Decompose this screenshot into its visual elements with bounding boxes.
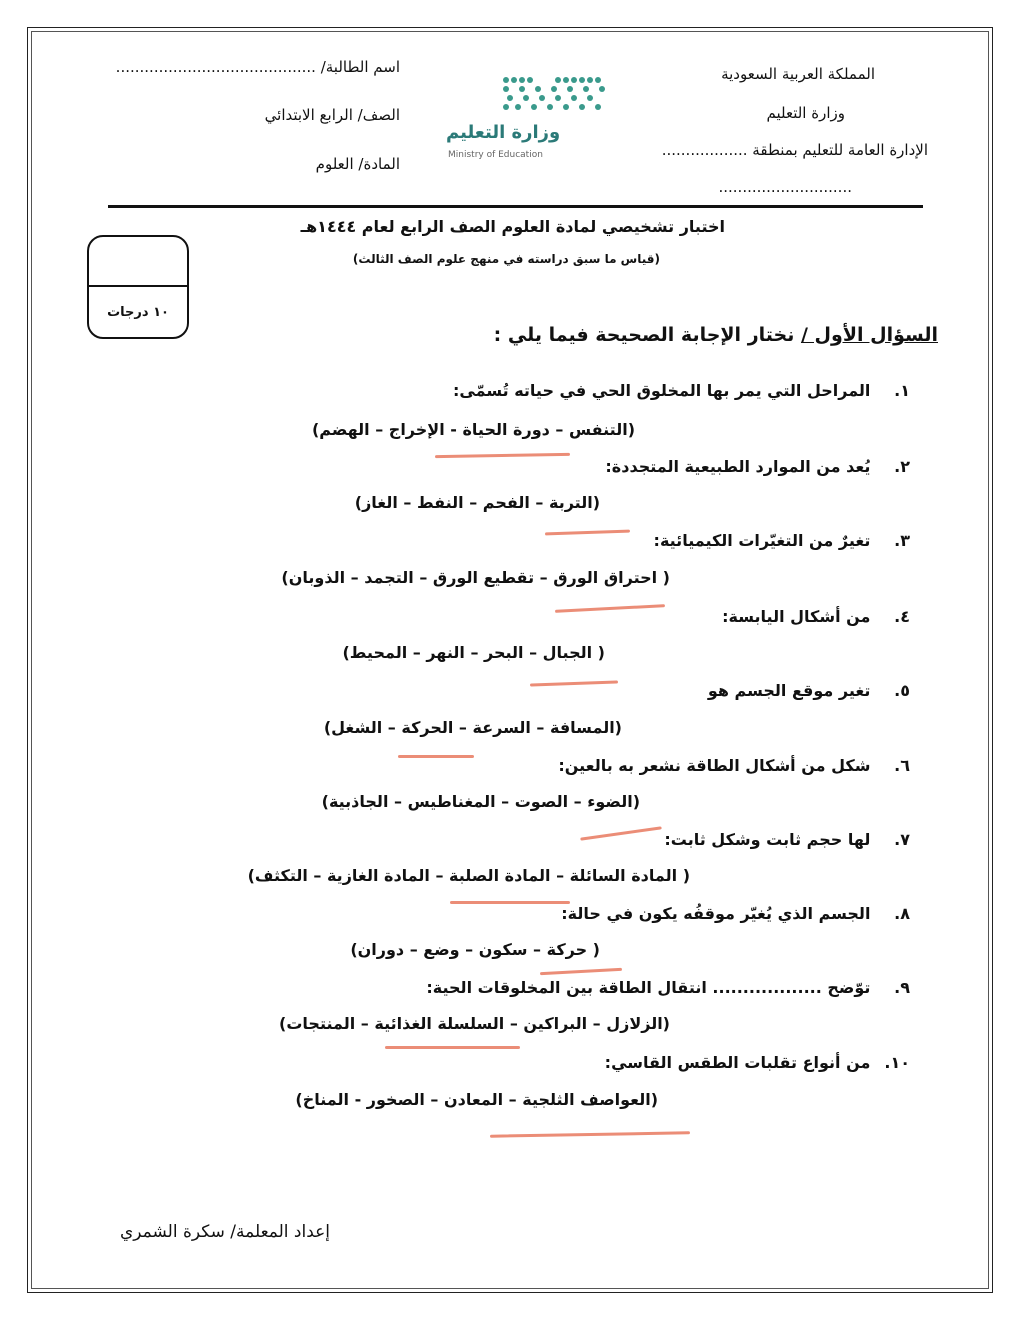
subject-field: المادة/ العلوم xyxy=(315,155,400,173)
question-1: ١. المراحل التي يمر بها المخلوق الحي في حياته تُسمّى: xyxy=(453,381,910,400)
question-7: ٧. لها حجم ثابت وشكل ثابت: xyxy=(664,830,910,849)
question-6-options: (الضوء – الصوت – المغناطيس – الجاذبية) xyxy=(321,792,640,811)
question-10: ١٠. من أنواع تقلبات الطقس القاسي: xyxy=(604,1053,910,1072)
score-box xyxy=(87,235,189,339)
header-kingdom: المملكة العربية السعودية xyxy=(721,65,875,83)
section-heading xyxy=(494,324,938,346)
section-heading-number: السؤال الأول / xyxy=(800,324,938,346)
grade-field: الصف/ الرابع الابتدائي xyxy=(264,106,400,124)
question-9-options: (الزلازل – البراكين – السلسلة الغذائية – المنتجات) xyxy=(279,1014,670,1033)
question-5-options: (المسافة – السرعة – الحركة – الشغل) xyxy=(323,718,622,737)
question-5: ٥. تغير موقع الجسم هو xyxy=(707,681,910,700)
student-name-field: اسم الطالبة/ .......................................... xyxy=(115,58,400,76)
question-4-options: ( الجبال – البحر – النهر – المحيط) xyxy=(342,643,605,662)
header-directorate: الإدارة العامة للتعليم بمنطقة .................. xyxy=(661,141,928,159)
logo-english-text: Ministry of Education xyxy=(448,150,543,160)
header-divider xyxy=(108,205,923,208)
logo-arabic-text: وزارة التعليم xyxy=(446,122,561,143)
question-8-options: ( حركة – سكون – وضع – دوران) xyxy=(350,940,600,959)
answer-mark-9 xyxy=(385,1046,520,1049)
question-3: ٣. تغيرٌ من التغيّرات الكيميائية: xyxy=(653,531,910,550)
question-7-options: ( المادة السائلة – المادة الصلبة – المادة الغازية – التكثف) xyxy=(247,866,690,885)
question-1-options: (التنفس – دورة الحياة - الإخراج – الهضم) xyxy=(311,420,635,439)
prepared-by: إعداد المعلمة/ سكرة الشمري xyxy=(119,1222,330,1242)
header-region-blank: ............................ xyxy=(718,178,852,196)
score-box-divider xyxy=(89,285,187,287)
exam-title: اختبار تشخيصي لمادة العلوم الصف الرابع لعام ١٤٤٤هـ xyxy=(300,217,725,236)
question-9: ٩. توّضح .................. انتقال الطاقة بين المخلوقات الحية: xyxy=(426,978,910,997)
ministry-logo xyxy=(440,74,610,166)
answer-mark-7 xyxy=(450,901,570,904)
question-4: ٤. من أشكال اليابسة: xyxy=(722,607,910,626)
question-2: ٢. يُعد من الموارد الطبيعية المتجددة: xyxy=(605,457,910,476)
section-heading-text: نختار الإجابة الصحيحة فيما يلي : xyxy=(493,324,801,346)
exam-subtitle: (قياس ما سبق دراسته في منهج علوم الصف الثالث) xyxy=(352,252,660,266)
question-8: ٨. الجسم الذي يُغيّر موقفُه يكون في حالة: xyxy=(561,904,910,923)
question-2-options: (التربة – الفحم – النفط – الغاز) xyxy=(354,493,600,512)
header-ministry: وزارة التعليم xyxy=(766,104,845,122)
question-10-options: (العواصف الثلجية – المعادن – الصخور - المناخ) xyxy=(295,1090,658,1109)
answer-mark-5 xyxy=(398,755,474,758)
ministry-logo-dots-icon xyxy=(500,74,610,114)
question-3-options: ( احتراق الورق – تقطيع الورق – التجمد – الذوبان) xyxy=(281,568,670,587)
score-label: ١٠ درجات xyxy=(107,305,169,320)
question-6: ٦. شكل من أشكال الطاقة نشعر به بالعين: xyxy=(558,756,910,775)
